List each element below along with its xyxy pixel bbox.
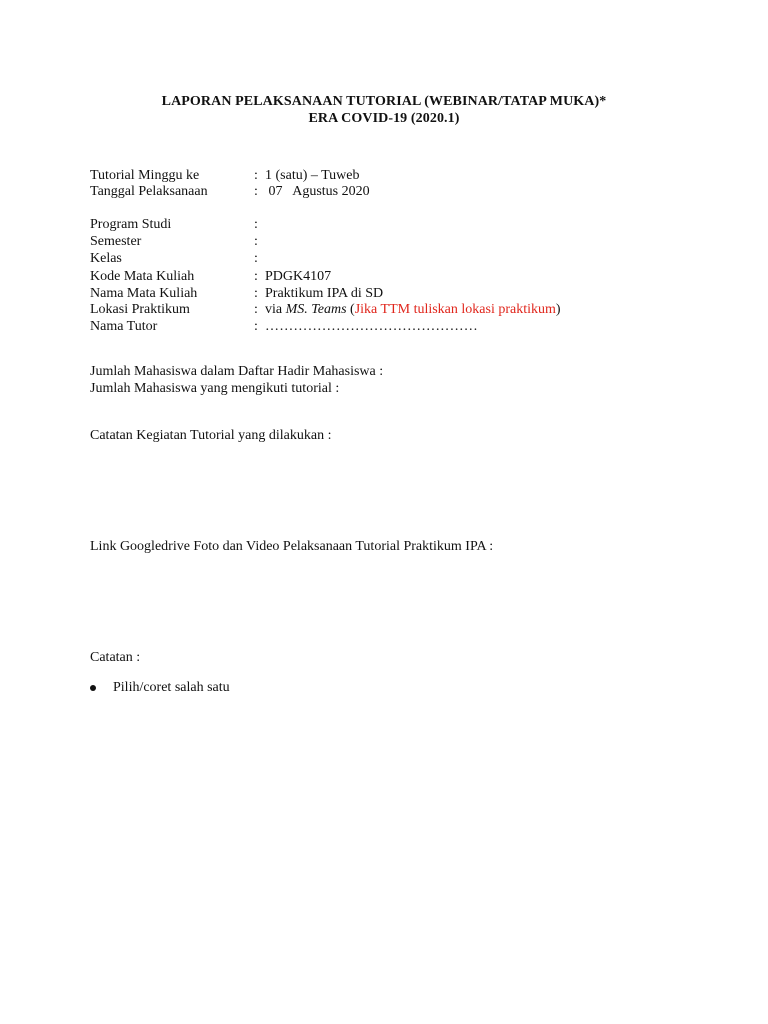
field-label: Tanggal Pelaksanaan [90, 184, 208, 199]
lokasi-paren-close: ) [555, 302, 561, 317]
field-colon: : [254, 234, 258, 249]
field-value: Praktikum IPA di SD [265, 286, 384, 301]
lokasi-paren-open: ( [346, 302, 355, 317]
field-colon: : [254, 251, 258, 266]
field-value: ……………………………………… [265, 319, 478, 334]
field-colon: : [254, 319, 258, 334]
field-label: Lokasi Praktikum [90, 302, 190, 317]
field-value [265, 301, 561, 318]
field-label: Kelas [90, 251, 122, 266]
jumlah-daftar-hadir-line: Jumlah Mahasiswa dalam Daftar Hadir Mahasiswa : [90, 364, 384, 379]
field-label: Nama Mata Kuliah [90, 286, 198, 301]
field-label: Semester [90, 234, 142, 249]
field-label: Nama Tutor [90, 319, 158, 334]
lokasi-prefix: via [265, 302, 286, 317]
field-label: Tutorial Minggu ke [90, 168, 200, 183]
field-value: PDGK4107 [265, 269, 332, 284]
field-colon: : [254, 302, 258, 317]
catatan-kegiatan-line: Catatan Kegiatan Tutorial yang dilakukan : [90, 428, 332, 443]
lokasi-platform: MS. Teams [285, 302, 347, 317]
document-subtitle: ERA COVID-19 (2020.1) [308, 111, 460, 126]
field-value: 07 Agustus 2020 [265, 184, 370, 199]
lokasi-note: Jika TTM tuliskan lokasi praktikum [354, 302, 556, 317]
field-label: Program Studi [90, 217, 172, 232]
bullet-icon [90, 685, 96, 691]
catatan-label: Catatan : [90, 650, 141, 665]
bullet-text: Pilih/coret salah satu [113, 680, 230, 695]
field-colon: : [254, 286, 258, 301]
field-colon: : [254, 168, 258, 183]
field-colon: : [254, 269, 258, 284]
jumlah-mengikuti-line: Jumlah Mahasiswa yang mengikuti tutorial : [90, 381, 340, 396]
field-label: Kode Mata Kuliah [90, 269, 195, 284]
field-colon: : [254, 217, 258, 232]
document-title: LAPORAN PELAKSANAAN TUTORIAL (WEBINAR/TATAP MUKA)* [161, 94, 607, 109]
field-colon: : [254, 184, 258, 199]
link-googledrive-line: Link Googledrive Foto dan Video Pelaksanaan Tutorial Praktikum IPA : [90, 539, 494, 554]
field-value: 1 (satu) – Tuweb [265, 168, 360, 183]
